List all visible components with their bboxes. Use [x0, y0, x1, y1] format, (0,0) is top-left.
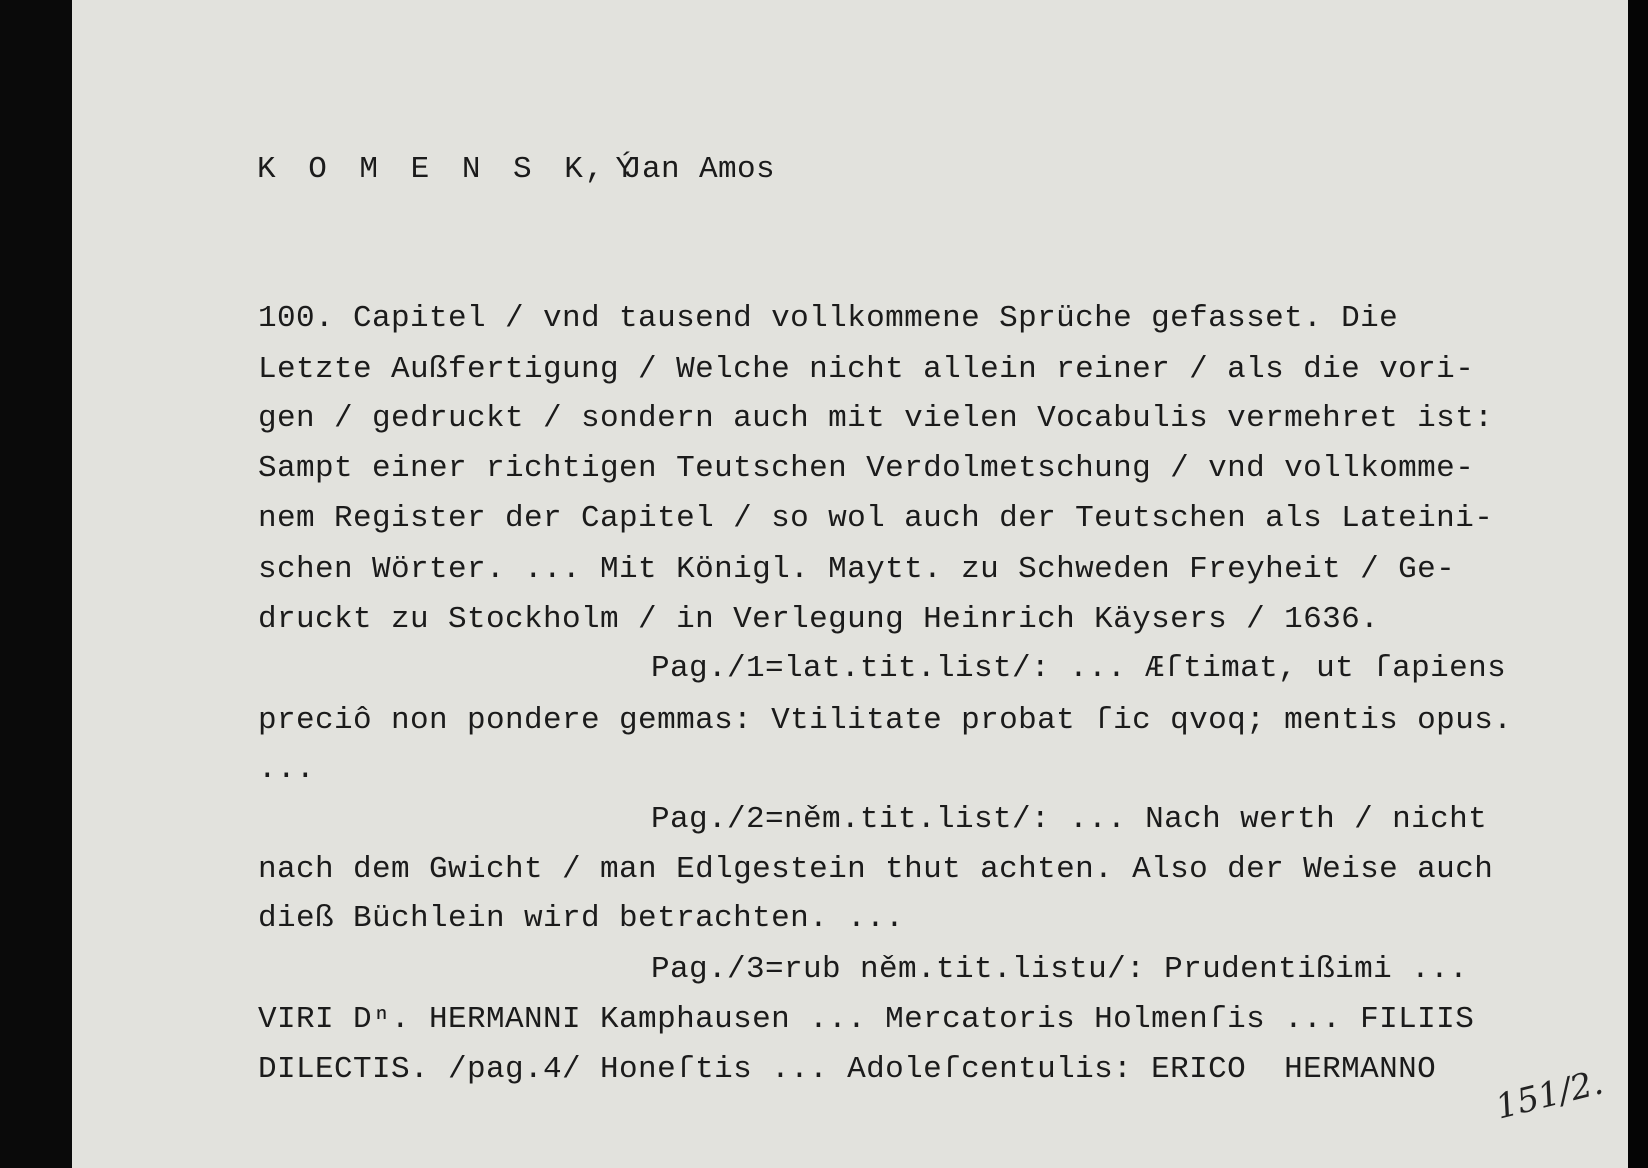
body-line-3: gen / gedruckt / sondern auch mit vielen Vocabulis vermehret ist: — [258, 401, 1494, 436]
body-line-2: Letzte Außfertigung / Welche nicht allein reiner / als die vori- — [258, 352, 1475, 387]
body-line-12: nach dem Gwicht / man Edlgestein thut achten. Also der Weise auch — [258, 852, 1494, 887]
body-line-15: VIRI Dⁿ. HERMANNI Kamphausen ... Mercatoris Holmenſis ... FILIIS — [258, 1002, 1475, 1037]
body-line-14: Pag./3=rub něm.tit.listu/: Prudentißimi ... — [651, 952, 1469, 987]
body-line-13: dieß Büchlein wird betrachten. ... — [258, 901, 905, 936]
author-given-name: , Jan Amos — [585, 152, 776, 187]
body-line-11: Pag./2=něm.tit.list/: ... Nach werth / nicht — [651, 802, 1488, 837]
body-line-5: nem Register der Capitel / so wol auch der Teutschen als Lateini- — [258, 501, 1494, 536]
body-line-9: preciô non pondere gemmas: Vtilitate probat ſic qvoq; mentis opus. — [258, 703, 1513, 738]
body-line-16: DILECTIS. /pag.4/ Honeſtis ... Adoleſcentulis: ERICO HERMANNO — [258, 1052, 1437, 1087]
body-line-6: schen Wörter. ... Mit Königl. Maytt. zu Schweden Freyheit / Ge- — [258, 552, 1456, 587]
scan-right-border — [1628, 0, 1648, 1168]
body-line-4: Sampt einer richtigen Teutschen Verdolmetschung / vnd vollkomme- — [258, 451, 1475, 486]
body-line-10: ... — [258, 752, 316, 787]
body-line-7: druckt zu Stockholm / in Verlegung Heinrich Käysers / 1636. — [258, 602, 1380, 637]
scan-left-border — [0, 0, 72, 1168]
body-line-8: Pag./1=lat.tit.list/: ... Æſtimat, ut ſapiens — [651, 651, 1507, 686]
author-surname: K O M E N S K Ý — [257, 152, 642, 187]
handwritten-annotation: 151/2. — [1491, 1062, 1608, 1128]
body-line-1: 100. Capitel / vnd tausend vollkommene Sprüche gefasset. Die — [258, 301, 1399, 336]
